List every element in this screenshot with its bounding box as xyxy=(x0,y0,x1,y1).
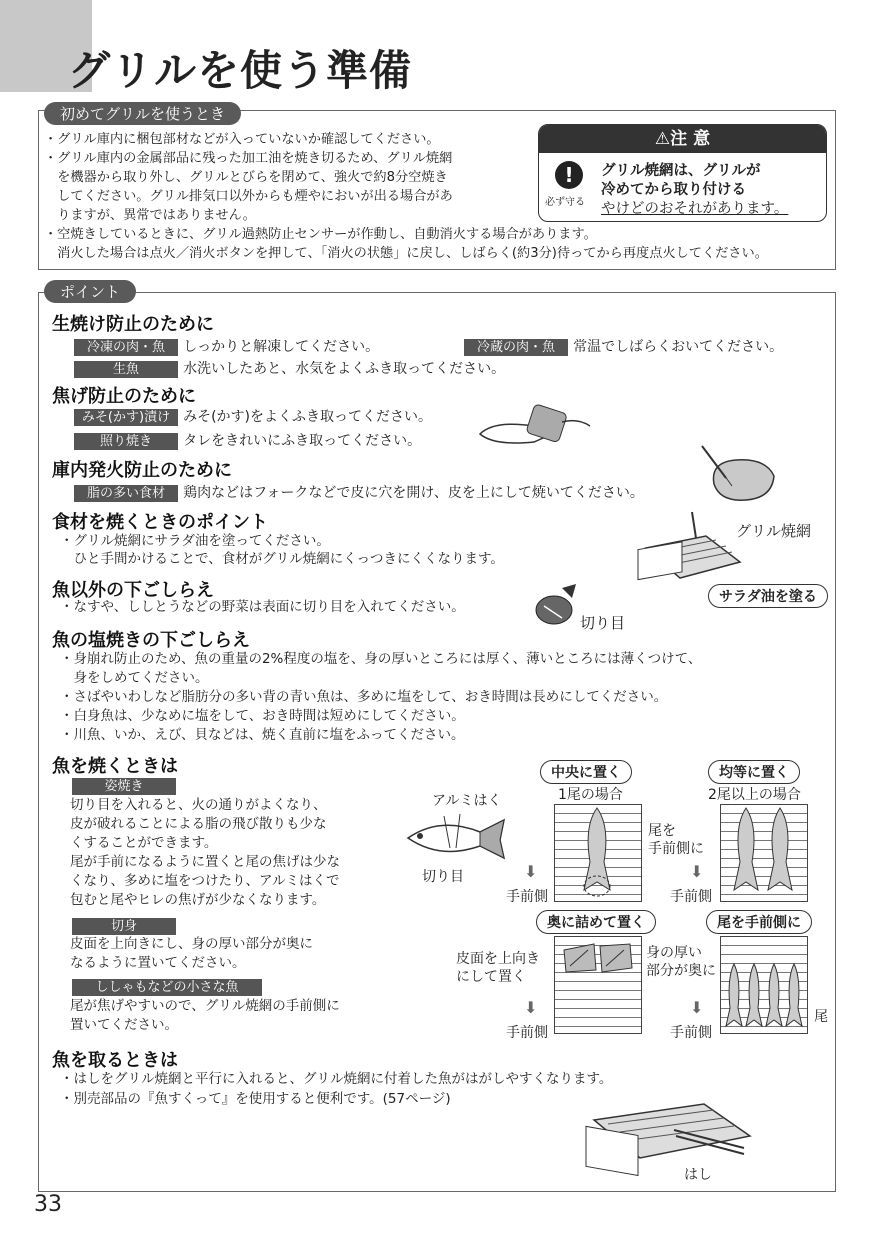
caution-box xyxy=(538,124,827,222)
caution-line-3: やけどのおそれがあります。 xyxy=(601,201,789,217)
caution-line-2: 冷めてから取り付ける xyxy=(601,182,746,198)
salt-text xyxy=(60,650,701,745)
miso-text: みそ(かす)をよくふき取ってください。 xyxy=(183,409,433,425)
whole-label: 姿焼き xyxy=(72,778,176,795)
veg-line: ・なすや、ししとうなどの野菜は表面に切り目を入れてください。 xyxy=(60,599,465,615)
even-tag: 均等に置く xyxy=(708,760,800,784)
back-tag: 奥に詰めて置く xyxy=(536,910,656,934)
remove-heading: 魚を取るときは xyxy=(52,1050,178,1071)
thick-label-1: 身の厚い xyxy=(646,945,702,961)
fillet-line: 皮面を上向きにし、身の厚い部分が奥に xyxy=(70,936,313,952)
chilled-row xyxy=(464,336,783,356)
fresh-row xyxy=(74,358,505,378)
grill-net-oil-illustration xyxy=(636,512,746,588)
miso-label: みそ(かす)漬け xyxy=(74,409,178,426)
caution-heading: ⚠注 意 xyxy=(539,125,826,153)
fat-row xyxy=(74,482,644,502)
eggplant-illustration xyxy=(532,580,582,628)
tail-front-label-2: 手前側に xyxy=(648,841,704,857)
teri-row xyxy=(74,430,421,450)
arrow-down-icon: ⬇ xyxy=(524,998,538,1017)
fork-meat-illustration xyxy=(696,442,780,506)
raw-heading: 生焼け防止のために xyxy=(52,314,214,335)
first-use-line: してください。グリル排気口以外からも煙やにおいが出る場合があ xyxy=(44,189,453,204)
thick-label-2: 部分が奥に xyxy=(646,963,716,979)
fresh-label: 生魚 xyxy=(74,361,178,378)
fillet-illustration xyxy=(560,940,636,976)
arrow-down-icon: ⬇ xyxy=(690,998,704,1017)
tailfront-tag: 尾を手前側に xyxy=(706,910,812,934)
small-fish-illustration xyxy=(726,962,802,1030)
front-label: 手前側 xyxy=(506,1025,548,1041)
center-fish-illustration xyxy=(582,806,612,896)
first-use-line: りますが、異常ではありません。 xyxy=(44,208,256,223)
first-use-line: ・グリル庫内に梱包部材などが入っていないか確認してください。 xyxy=(44,132,440,147)
fat-text: 鶏肉などはフォークなどで皮に穴を開け、皮を上にして焼いてください。 xyxy=(183,485,644,501)
points-label: ポイント xyxy=(44,280,136,303)
fillet-text xyxy=(70,935,313,973)
grill-points-line-2: ひと手間かけることで、食材がグリル焼網にくっつきにくくなります。 xyxy=(60,551,504,567)
front-label: 手前側 xyxy=(670,889,712,905)
fillet-line: なるように置いてください。 xyxy=(70,955,246,971)
tail-front-label-1: 尾を xyxy=(648,823,676,839)
page-number: 33 xyxy=(34,1192,62,1217)
whole-line: 切り目を入れると、火の通りがよくなり、 xyxy=(70,797,327,813)
chopsticks-label: はし xyxy=(684,1167,712,1183)
center-sub: 1尾の場合 xyxy=(558,787,623,803)
foil-label: アルミはく xyxy=(432,793,502,809)
remove-fish-illustration xyxy=(584,1100,754,1180)
tail-label: 尾 xyxy=(814,1009,828,1025)
fat-label: 脂の多い食材 xyxy=(74,485,178,502)
whole-line: くなり、多めに塩をつけたり、アルミはくで xyxy=(70,873,340,889)
arrow-down-icon: ⬇ xyxy=(524,862,538,881)
first-use-line: ・グリル庫内の金属部品に残った加工油を焼き切るため、グリル焼網 xyxy=(44,151,453,166)
fresh-text: 水洗いしたあと、水気をよくふき取ってください。 xyxy=(183,361,506,377)
salt-line: ・川魚、いか、えび、貝などは、焼く直前に塩をふってください。 xyxy=(60,727,465,743)
page-title: グリルを使う準備 xyxy=(68,46,413,95)
salt-line: ・さばやいわしなど脂肪分の多い背の青い魚は、多めに塩をして、おき時間は長めにしてください。 xyxy=(60,689,668,705)
must-label: 必ず守る xyxy=(545,197,585,208)
remove-line-2: ・別売部品の『魚すくって』を使用すると便利です。(57ページ) xyxy=(60,1091,451,1107)
caution-line-1: グリル焼網は、グリルが xyxy=(601,163,761,179)
teri-label: 照り焼き xyxy=(74,433,178,450)
center-tag: 中央に置く xyxy=(540,760,632,784)
chilled-label: 冷蔵の肉・魚 xyxy=(464,339,568,356)
fire-heading: 庫内発火防止のために xyxy=(52,460,232,481)
wiping-fish-illustration xyxy=(474,404,594,446)
fillet-label: 切身 xyxy=(72,918,176,935)
front-label: 手前側 xyxy=(670,1025,712,1041)
grill-points-line-1: ・グリル焼網にサラダ油を塗ってください。 xyxy=(60,533,330,549)
fish-cut-label: 切り目 xyxy=(422,869,464,885)
whole-line: くすることができます。 xyxy=(70,835,218,851)
remove-line-1: ・はしをグリル焼網と平行に入れると、グリル焼網に付着した魚がはがしやすくなります。 xyxy=(60,1071,613,1087)
even-sub: 2尾以上の場合 xyxy=(708,787,801,803)
salt-line: 身をしめてください。 xyxy=(60,670,209,686)
small-fish-line: 置いてください。 xyxy=(70,1017,178,1033)
frozen-row xyxy=(74,336,379,356)
salt-line: ・身崩れ防止のため、魚の重量の2%程度の塩を、身の厚いところには厚く、薄いところには薄くつけて、 xyxy=(60,651,702,667)
small-fish-text xyxy=(70,997,340,1035)
first-use-line: 消火した場合は点火／消火ボタンを押して、「消火の状態」に戻し、しばらく(約3分)待ってから再度点火してください。 xyxy=(44,246,768,261)
frozen-text: しっかりと解凍してください。 xyxy=(183,339,380,355)
first-use-label: 初めてグリルを使うとき xyxy=(44,102,241,125)
oil-tag: サラダ油を塗る xyxy=(708,584,828,608)
burn-heading: 焦げ防止のために xyxy=(52,386,196,407)
whole-line: 皮が破れることによる脂の飛び散りも少な xyxy=(70,816,327,832)
whole-line: 尾が手前になるように置くと尾の焦げは少な xyxy=(70,854,340,870)
salt-line: ・白身魚は、少なめに塩をして、おき時間は短めにしてください。 xyxy=(60,708,465,724)
must-icon: ! xyxy=(555,161,583,189)
chilled-text: 常温でしばらくおいてください。 xyxy=(573,339,784,355)
arrow-down-icon: ⬇ xyxy=(690,862,704,881)
grill-points-heading: 食材を焼くときのポイント xyxy=(52,512,268,533)
veg-heading: 魚以外の下ごしらえ xyxy=(52,580,214,601)
salt-heading: 魚の塩焼きの下ごしらえ xyxy=(52,630,250,651)
first-use-line: ・空焼きしているときに、グリル過熱防止センサーが作動し、自動消火する場合があります。 xyxy=(44,227,597,242)
even-fish-illustration xyxy=(732,806,796,896)
small-fish-line: 尾が焦げやすいので、グリル焼網の手前側に xyxy=(70,998,340,1014)
first-use-line: を機器から取り外し、グリルとびらを閉めて、強火で約8分空焼き xyxy=(44,170,448,185)
skin-up-label-2: にして置く xyxy=(456,969,526,985)
small-fish-label: ししゃもなどの小さな魚 xyxy=(72,979,262,996)
teri-text: タレをきれいにふき取ってください。 xyxy=(183,433,422,449)
grill-net-label: グリル焼網 xyxy=(736,522,812,540)
cooking-heading: 魚を焼くときは xyxy=(52,756,178,777)
frozen-label: 冷凍の肉・魚 xyxy=(74,339,178,356)
miso-row xyxy=(74,406,432,426)
front-label: 手前側 xyxy=(506,889,548,905)
whole-text xyxy=(70,796,340,910)
skin-up-label-1: 皮面を上向き xyxy=(456,951,540,967)
fish-foil-illustration xyxy=(400,808,510,864)
veg-cut-label: 切り目 xyxy=(580,614,626,632)
whole-line: 包むと尾やヒレの焦げが少なくなります。 xyxy=(70,892,326,908)
